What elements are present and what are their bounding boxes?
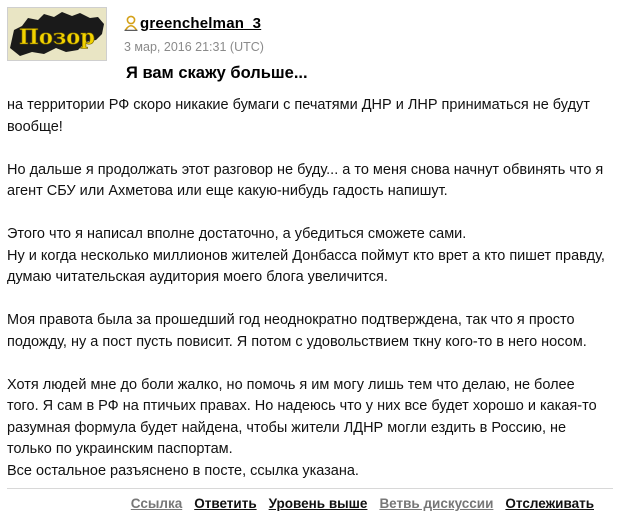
paragraph-line: Ну и когда несколько миллионов жителей Донбасса поймут кто врет а кто пишет правду, думаю читательская аудитория моего блога увеличится. <box>7 247 605 285</box>
userpic-text: Позор <box>19 24 95 49</box>
author-line <box>124 13 261 33</box>
paragraph <box>7 160 607 203</box>
paragraph-line: Этого что я написал вполне достаточно, а убедиться сможете сами. <box>7 226 467 242</box>
comment-subject: Я вам скажу больше... <box>126 64 308 82</box>
paragraph <box>7 224 607 289</box>
thread-button[interactable]: Ветвь дискуссии <box>379 496 494 511</box>
divider <box>7 488 613 489</box>
userpic[interactable] <box>7 7 107 61</box>
reply-button[interactable]: Ответить <box>194 496 257 511</box>
user-icon[interactable] <box>124 15 138 31</box>
paragraph-line: Моя правота была за прошедший год неоднократно подтверждена, так что я просто подожду, ну а пост пусть повисит. Я потом с удовольствием ткну кого-то в него носом. <box>7 312 587 350</box>
paragraph-line: Хотя людей мне до боли жалко, но помочь я им могу лишь тем что делаю, не более того. Я сам в РФ на птичьих правах. Но надеюсь что у них все будет хорошо и какая-то разумная формула будет найдена, чтобы жители ЛДНР могли ездить в Россию, не только по украинским паспортам. <box>7 376 597 457</box>
username-link[interactable]: greenchelman_3 <box>140 14 262 32</box>
paragraph-line: Но дальше я продолжать этот разговор не буду... а то меня снова начнут обвинять что я агент СБУ или Ахметова или еще какую-нибудь гадость напишут. <box>7 161 604 199</box>
paragraph <box>7 310 607 353</box>
paragraph-line: на территории РФ скоро никакие бумаги с печатями ДНР и ЛНР приниматься не будут вообще! <box>7 97 590 135</box>
link-button[interactable]: Ссылка <box>130 496 183 511</box>
level-up-button[interactable]: Уровень выше <box>268 496 368 511</box>
comment-actions <box>131 496 594 511</box>
comment-body <box>7 95 607 482</box>
paragraph-line: Все остальное разъяснено в посте, ссылка указана. <box>7 462 359 479</box>
paragraph <box>7 375 607 483</box>
track-button[interactable]: Отслеживать <box>505 496 594 511</box>
comment-date: 3 мар, 2016 21:31 (UTC) <box>124 40 264 54</box>
userpic-russia-map-icon <box>8 8 106 60</box>
paragraph <box>7 95 607 138</box>
